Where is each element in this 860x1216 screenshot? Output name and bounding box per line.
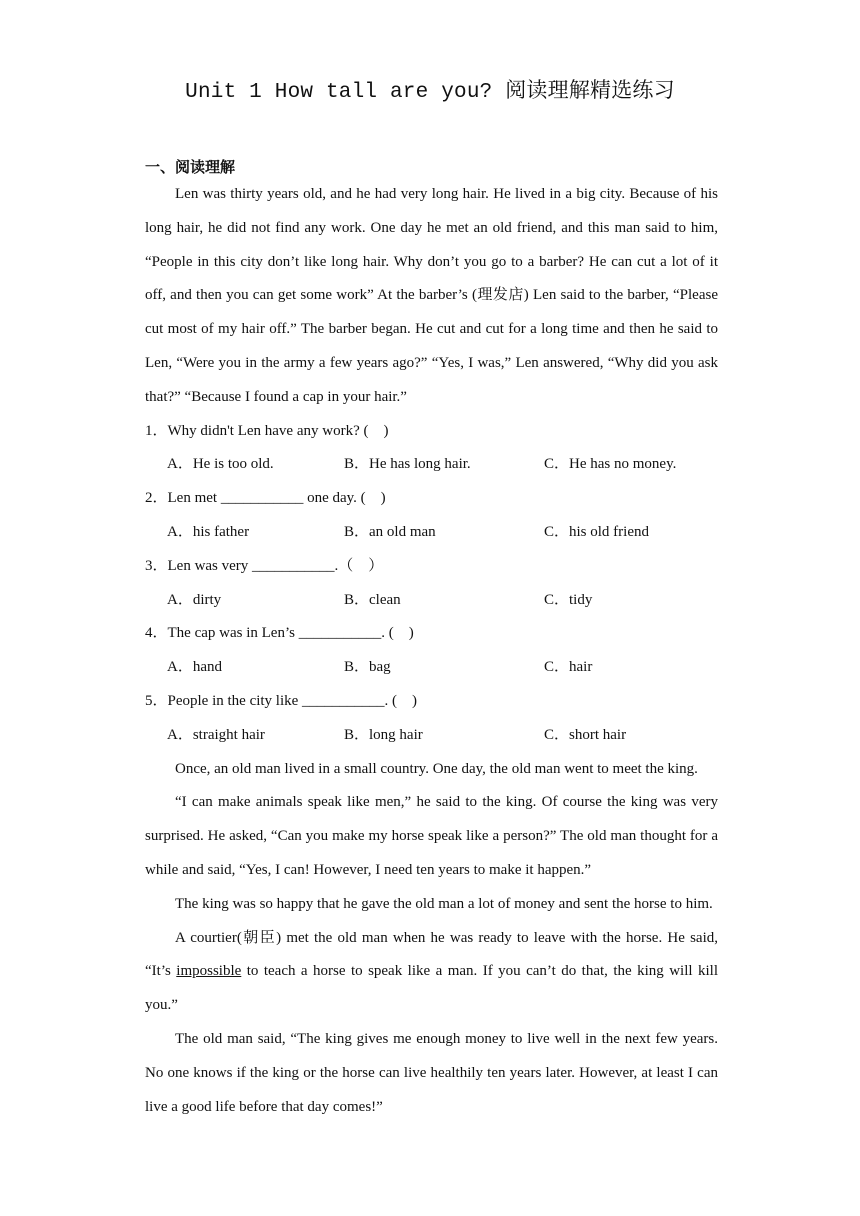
question-options [145, 719, 718, 753]
option-a: A．dirty [167, 591, 222, 608]
question-3 [145, 550, 718, 618]
option-b: B．an old man [344, 523, 436, 540]
option-b: B．long hair [344, 726, 423, 743]
question-stem: 4．The cap was in Len’s ___________. ( ) [145, 625, 414, 642]
document-content [145, 178, 718, 1124]
option-a: A．his father [167, 523, 250, 540]
question-stem: 1．Why didn't Len have any work? ( ) [145, 422, 389, 439]
passage-2-paragraph-1: Once, an old man lived in a small country. One day, the old man went to meet the king. [175, 760, 698, 777]
paragraph-text-before: A courtier(朝臣) met the old man when he was ready to leave with the horse. He said, “It’s [145, 929, 718, 980]
option-b: B．He has long hair. [344, 456, 471, 473]
option-b: B．bag [344, 659, 391, 676]
option-c: C．He has no money. [544, 456, 677, 473]
question-options [145, 516, 718, 550]
question-options [145, 448, 718, 482]
passage-2-paragraph-5: The old man said, “The king gives me enough money to live well in the next few years. No one knows if the king or the horse can live healthily ten years later. However, at least I can live a good life before that day comes!” [145, 1030, 718, 1115]
option-a: A．He is too old. [167, 456, 274, 473]
page-title: Unit 1 How tall are you? 阅读理解精选练习 [185, 81, 675, 104]
underlined-word: impossible [176, 963, 242, 980]
question-5 [145, 685, 718, 753]
question-stem: 3．Len was very ___________.（ ） [145, 557, 384, 574]
question-stem: 2．Len met ___________ one day. ( ) [145, 490, 386, 507]
section-heading: 一、阅读理解 [145, 158, 236, 176]
option-b: B．clean [344, 591, 401, 608]
option-a: A．straight hair [167, 726, 265, 743]
question-4 [145, 617, 718, 685]
question-2 [145, 482, 718, 550]
passage-2-paragraph-4 [145, 922, 718, 1023]
option-c: C．tidy [544, 591, 593, 608]
option-c: C．his old friend [544, 523, 649, 540]
question-stem: 5．People in the city like ___________. ( ) [145, 692, 418, 709]
question-options [145, 584, 718, 618]
passage-2-paragraph-3: The king was so happy that he gave the old man a lot of money and sent the horse to him. [175, 895, 713, 912]
passage-1: Len was thirty years old, and he had very long hair. He lived in a big city. Because of his long hair, he did not find any work. One day he met an old friend, and this man said to him, “People in this city don’t like long hair. Why don’t you go to a barber? He can cut a lot of it off, and then you can get some work” At the barber’s (理发店) Len said to the barber, “Please cut most of my hair off.” The barber began. He cut and cut for a long time and then he said to Len, “Were you in the army a few years ago?” “Yes, I was,” Len answered, “Why did you ask that?” “Because I found a cap in your hair.” [145, 186, 718, 405]
option-c: C．short hair [544, 726, 627, 743]
option-c: C．hair [544, 659, 593, 676]
paragraph-text-after: to teach a horse to speak like a man. If you can’t do that, the king will kill you.” [145, 963, 719, 1014]
option-a: A．hand [167, 659, 222, 676]
passage-2-paragraph-2: “I can make animals speak like men,” he said to the king. Of course the king was very surprised. He asked, “Can you make my horse speak like a person?” The old man thought for a while and said, “Yes, I can! However, I need ten years to make it happen.” [145, 794, 718, 878]
question-options [145, 651, 718, 685]
question-1 [145, 415, 718, 483]
